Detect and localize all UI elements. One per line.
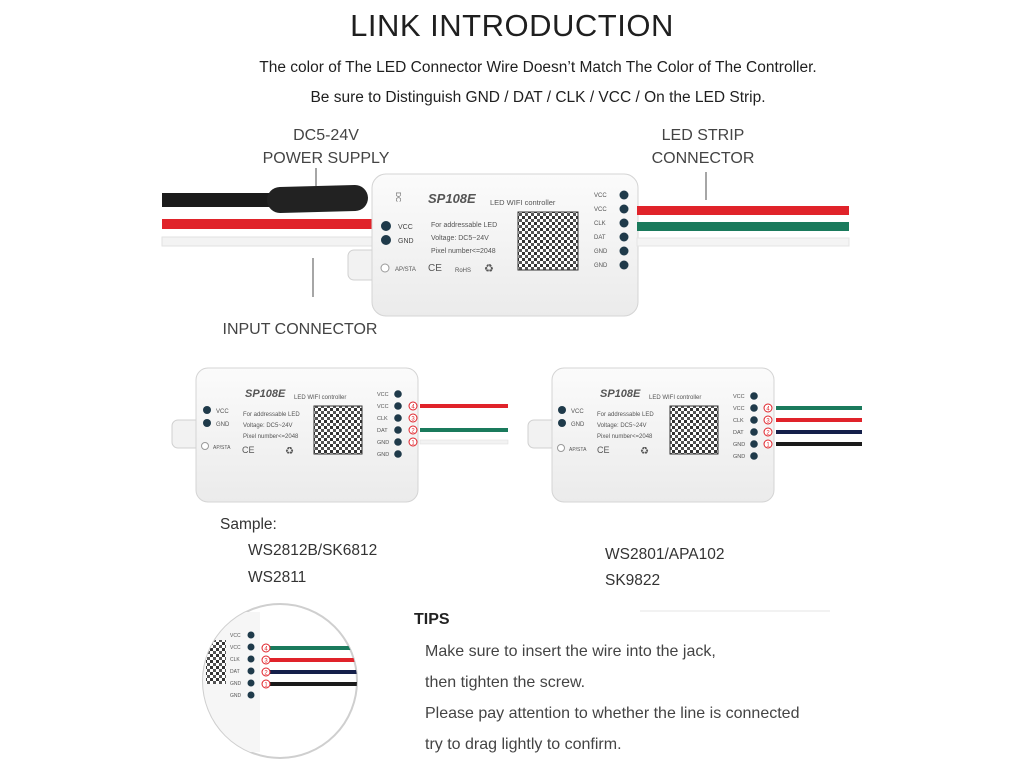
ap-sta-label: AP/STA <box>569 447 587 453</box>
wire-number-label: 2 <box>264 670 268 677</box>
qr-code-icon <box>670 406 718 454</box>
terminal-icon <box>248 692 255 699</box>
spec-line-1: For addressable LED <box>431 222 498 229</box>
in-pin-gnd: GND <box>398 238 414 245</box>
terminal-icon <box>750 416 758 424</box>
recycle-icon: ♻ <box>285 446 294 457</box>
model-name: SP108E <box>600 388 641 400</box>
terminal-icon <box>248 644 255 651</box>
out-pin-label: CLK <box>733 418 744 424</box>
spec-line-3: Pixel number<=2048 <box>243 434 299 440</box>
terminal-icon <box>750 428 758 436</box>
out-pin-label: VCC <box>230 633 241 639</box>
main-controller <box>162 168 849 316</box>
wire-red <box>420 404 508 408</box>
terminal-icon <box>394 390 402 398</box>
terminal-icon <box>248 632 255 639</box>
out-pin-label: CLK <box>230 657 240 663</box>
wire-number-label: 2 <box>766 430 770 437</box>
out-pin-label: GND <box>733 442 746 448</box>
wire-navy <box>264 670 364 674</box>
output-wire-green <box>637 222 849 231</box>
terminal-icon <box>620 219 629 228</box>
wire-number-label: 1 <box>264 682 268 689</box>
spec-line-2: Voltage: DC5~24V <box>597 423 647 429</box>
wire-number-label: 4 <box>411 404 415 411</box>
in-pin-vcc: VCC <box>216 409 229 415</box>
strip-label-line-1: LED STRIP <box>661 127 745 144</box>
out-pin-label: GND <box>230 681 242 687</box>
terminal-icon <box>394 438 402 446</box>
strip-label-line-2: CONNECTOR <box>651 150 755 167</box>
terminal-icon <box>248 656 255 663</box>
wire-number-label: 4 <box>766 406 770 413</box>
out-pin-label: CLK <box>594 221 606 227</box>
qr-code-icon <box>206 640 226 684</box>
ce-badge: CE <box>242 445 255 455</box>
wire-green <box>420 428 508 432</box>
subtitle-line-1: The color of The LED Connector Wire Doesn’t Match The Color of The Controller. <box>259 59 817 76</box>
tips-title: TIPS <box>414 611 450 628</box>
ap-sta-label: AP/STA <box>395 267 416 273</box>
rohs-badge: RoHS <box>455 268 472 274</box>
out-pin-label: GND <box>594 249 608 255</box>
in-pin-gnd: GND <box>571 422 585 428</box>
out-pin-label: VCC <box>594 193 607 199</box>
in-pin-vcc: VCC <box>571 409 584 415</box>
terminal-icon <box>394 450 402 458</box>
out-pin-label: VCC <box>733 394 745 400</box>
recycle-icon: ♻ <box>640 446 649 457</box>
tip-line-3: Please pay attention to whether the line is connected <box>425 705 800 722</box>
out-pin-label: VCC <box>594 207 607 213</box>
ap-sta-button-icon <box>202 443 209 450</box>
tip-line-1: Make sure to insert the wire into the jack, <box>425 643 716 660</box>
controller-name: LED WIFI controller <box>649 395 702 401</box>
out-pin-label: GND <box>377 440 390 446</box>
spec-line-1: For addressable LED <box>243 412 300 418</box>
wire-number-label: 2 <box>411 428 415 435</box>
ap-sta-button-icon <box>558 445 565 452</box>
terminal-icon <box>620 205 629 214</box>
gnd-terminal-icon <box>203 419 211 427</box>
wire-red <box>264 658 364 662</box>
qr-code-icon <box>518 212 578 270</box>
spec-line-2: Voltage: DC5~24V <box>431 235 489 242</box>
terminal-icon <box>248 680 255 687</box>
out-pin-label: CLK <box>377 416 388 422</box>
terminal-icon <box>750 452 758 460</box>
sample-right-line-1: WS2801/APA102 <box>605 546 725 563</box>
out-pin-label: DAT <box>377 428 388 434</box>
terminal-icon <box>620 191 629 200</box>
sample-left-line-1: WS2812B/SK6812 <box>248 542 378 559</box>
controller-name: LED WIFI controller <box>490 198 556 207</box>
ap-sta-label: AP/STA <box>213 445 231 451</box>
wire-green <box>776 406 862 410</box>
terminal-icon <box>620 261 629 270</box>
out-pin-label: VCC <box>733 406 745 412</box>
sample-controller-left <box>172 368 508 502</box>
sample-heading: Sample: <box>220 516 277 533</box>
wire-number-label: 1 <box>411 440 415 447</box>
terminal-icon <box>750 440 758 448</box>
gnd-terminal-icon <box>381 235 391 245</box>
subtitle-line-2: Be sure to Distinguish GND / DAT / CLK / VCC / On the LED Strip. <box>310 89 766 106</box>
vcc-terminal-icon <box>558 406 566 414</box>
tips-zoom-circle <box>200 604 364 758</box>
sample-controller-right <box>528 368 862 502</box>
qr-code-icon <box>314 406 362 454</box>
out-pin-label: DAT <box>594 235 606 241</box>
ce-badge: CE <box>597 445 610 455</box>
terminal-icon <box>394 402 402 410</box>
wire-red <box>776 418 862 422</box>
dc-symbol-label: DC <box>394 192 401 203</box>
spec-line-3: Pixel number<=2048 <box>597 434 653 440</box>
vcc-terminal-icon <box>381 221 391 231</box>
output-wire-red <box>637 206 849 215</box>
wire-number-label: 1 <box>766 442 770 449</box>
spec-line-3: Pixel number<=2048 <box>431 248 496 255</box>
sample-left-line-2: WS2811 <box>248 569 307 586</box>
out-pin-label: DAT <box>733 430 744 436</box>
tip-line-2: then tighten the screw. <box>425 674 586 691</box>
out-pin-label: VCC <box>377 404 389 410</box>
controller-name: LED WIFI controller <box>294 395 347 401</box>
terminal-icon <box>750 404 758 412</box>
model-name: SP108E <box>428 191 476 206</box>
wire-navy <box>776 430 862 434</box>
wire-number-label: 3 <box>411 416 415 423</box>
wire-black <box>776 442 862 446</box>
out-pin-label: GND <box>377 452 390 458</box>
ap-sta-button-icon <box>381 264 389 272</box>
output-wire-white <box>637 238 849 246</box>
power-label-line-1: DC5-24V <box>293 127 359 144</box>
wire-number-label: 3 <box>766 418 770 425</box>
power-label-line-2: POWER SUPPLY <box>262 150 390 167</box>
controller-case <box>196 368 418 502</box>
input-connector-label: INPUT CONNECTOR <box>222 321 378 338</box>
in-pin-gnd: GND <box>216 422 230 428</box>
out-pin-label: GND <box>230 693 242 699</box>
terminal-icon <box>750 392 758 400</box>
out-pin-label: VCC <box>230 645 241 651</box>
out-pin-label: GND <box>733 454 746 460</box>
terminal-icon <box>620 233 629 242</box>
model-name: SP108E <box>245 388 286 400</box>
dc-jack-plug <box>280 198 355 200</box>
out-pin-label: VCC <box>377 392 389 398</box>
terminal-icon <box>394 414 402 422</box>
terminal-icon <box>620 247 629 256</box>
in-pin-vcc: VCC <box>398 224 413 231</box>
wire-black <box>264 682 364 686</box>
tip-line-4: try to drag lightly to confirm. <box>425 736 622 753</box>
page-title: LINK INTRODUCTION <box>350 8 674 43</box>
input-wire-white <box>162 237 372 246</box>
out-pin-label: GND <box>594 263 608 269</box>
sample-right-line-2: SK9822 <box>605 572 661 589</box>
spec-line-2: Voltage: DC5~24V <box>243 423 293 429</box>
input-wire-red <box>162 219 372 229</box>
wire-number-label: 3 <box>264 658 268 665</box>
recycle-icon: ♻ <box>484 263 494 275</box>
spec-line-1: For addressable LED <box>597 412 654 418</box>
terminal-icon <box>394 426 402 434</box>
wire-white <box>420 440 508 444</box>
out-pin-label: DAT <box>230 669 240 675</box>
wire-number-label: 4 <box>264 646 268 653</box>
vcc-terminal-icon <box>203 406 211 414</box>
terminal-icon <box>248 668 255 675</box>
ce-badge: CE <box>428 263 442 274</box>
gnd-terminal-icon <box>558 419 566 427</box>
